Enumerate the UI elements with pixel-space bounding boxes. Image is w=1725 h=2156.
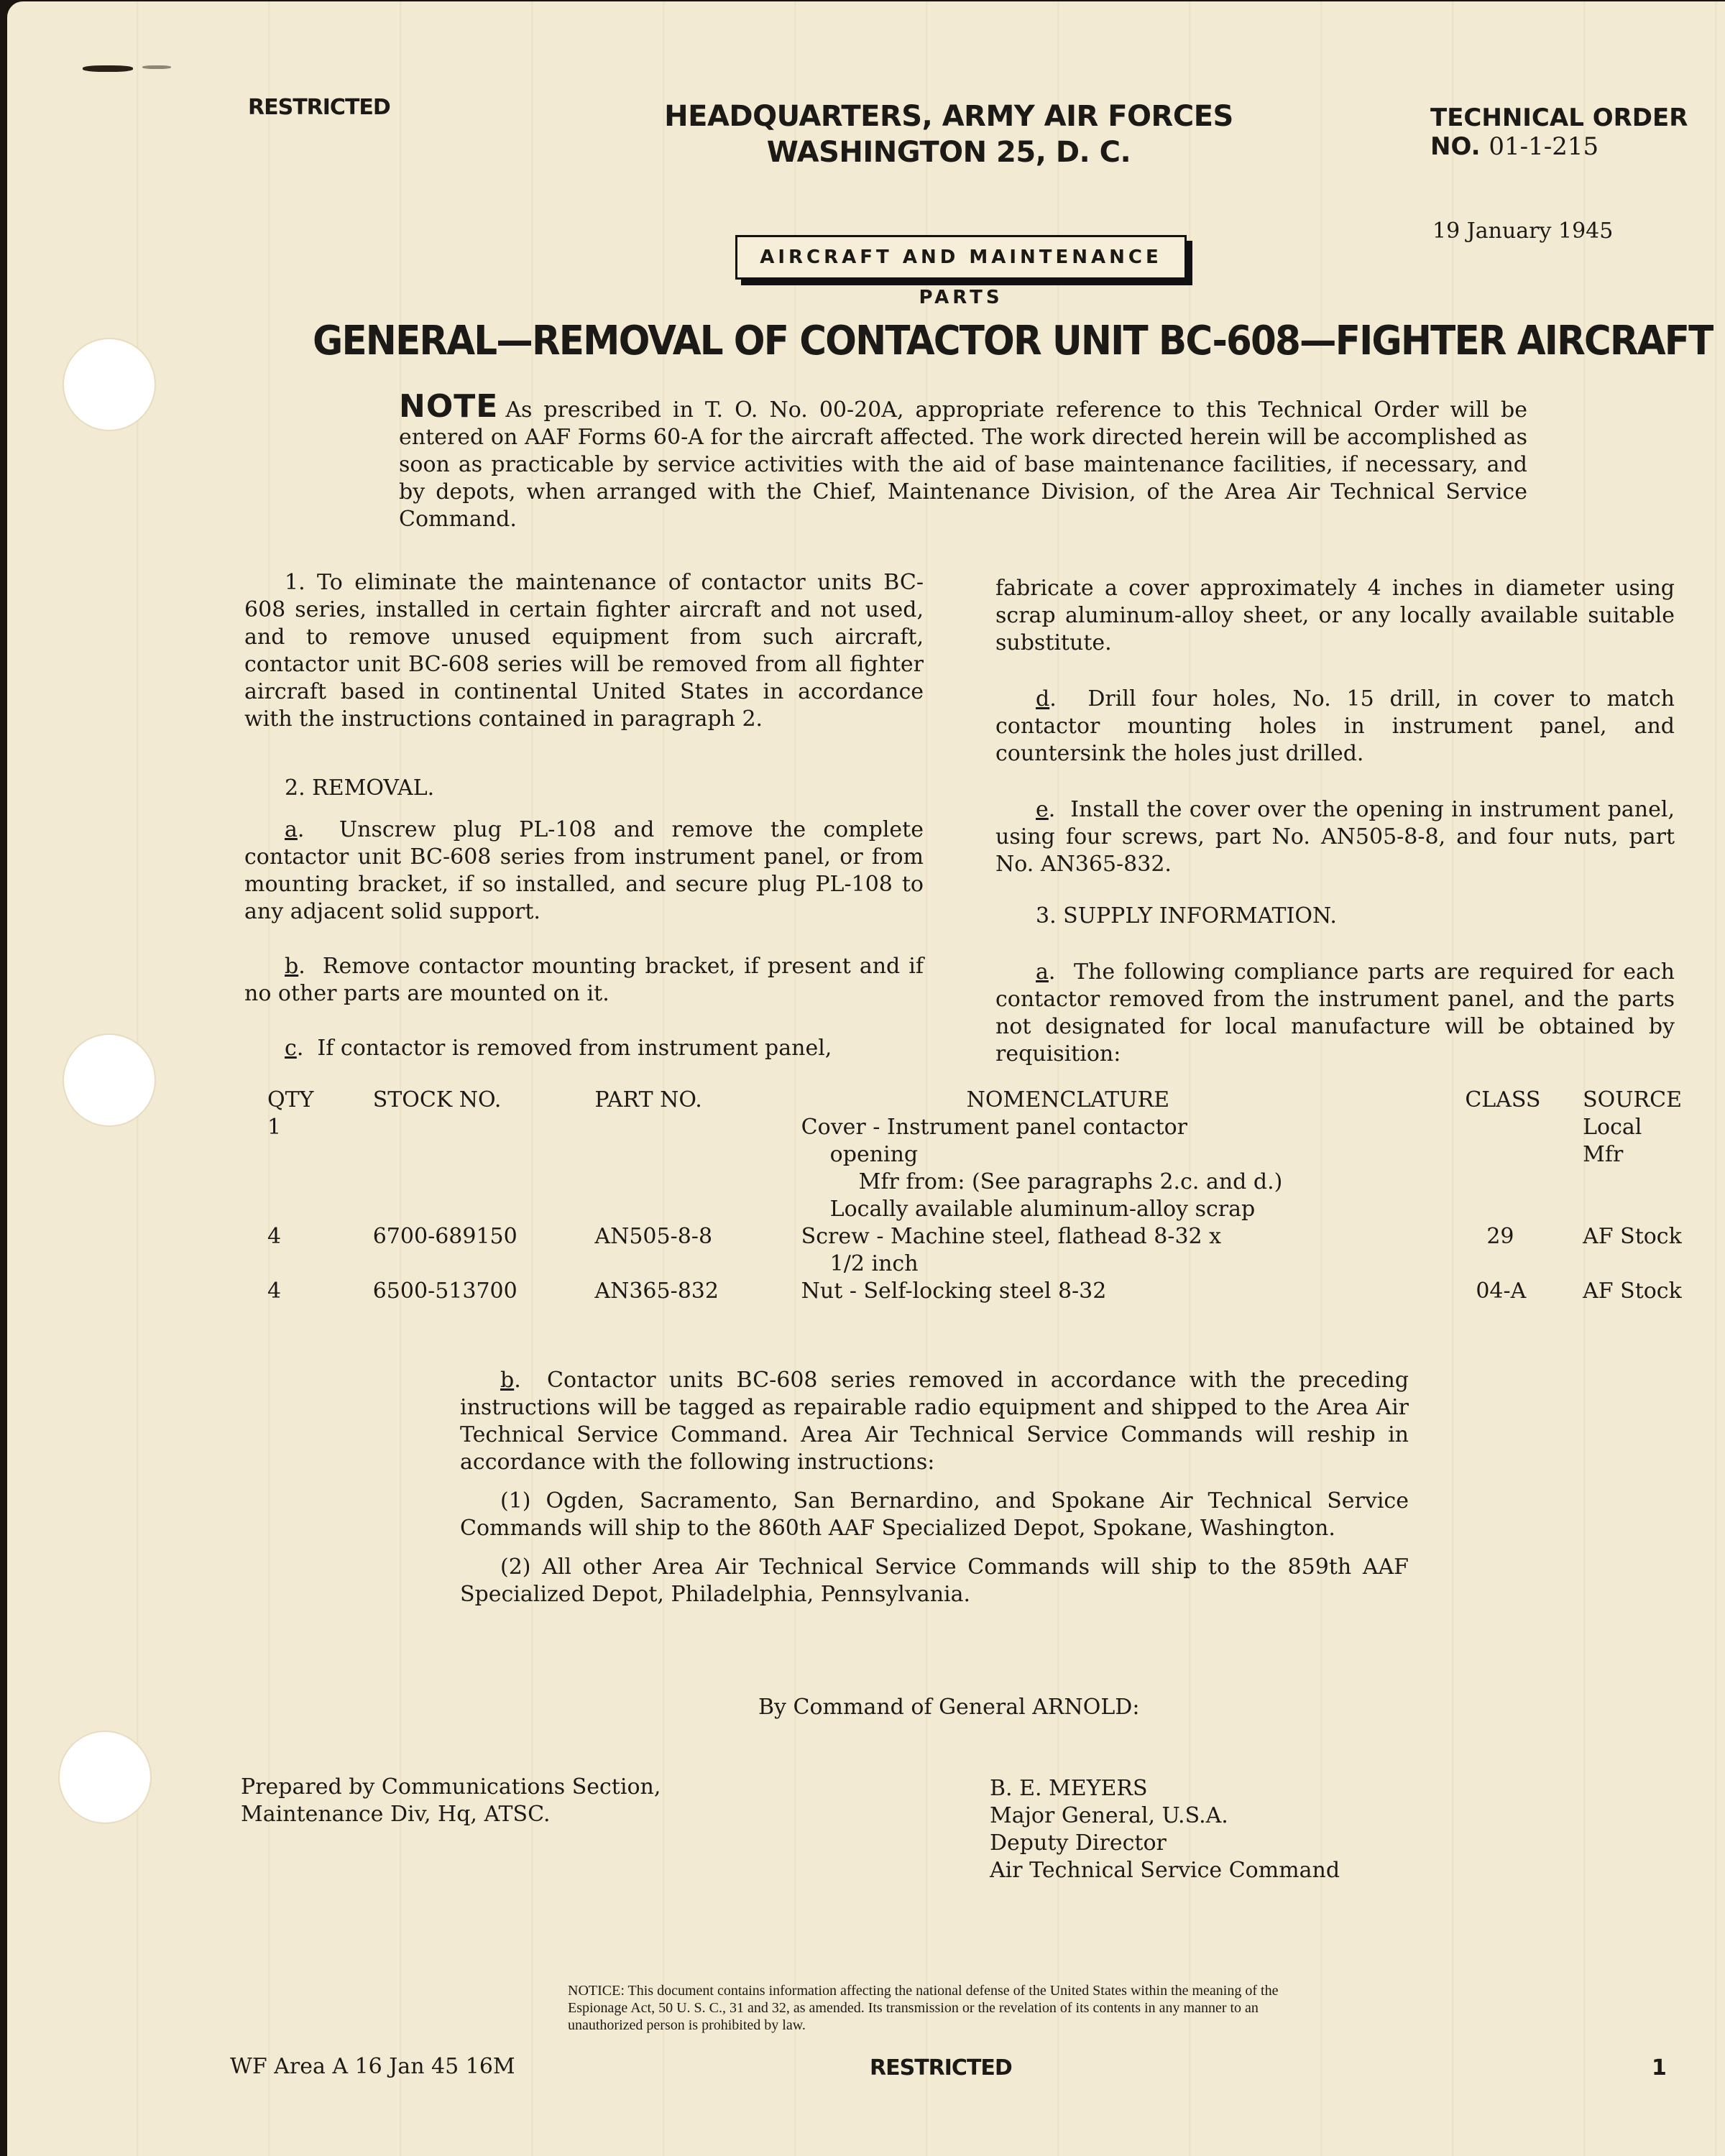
paragraph-2e-text: Install the cover over the opening in instrument panel, using four screws, part No. AN505-8-8, and four nuts, part No. AN365-832. — [995, 797, 1675, 877]
item-letter-d: d — [1036, 686, 1050, 711]
cell-part: AN505-8-8 — [594, 1224, 713, 1249]
paragraph-2a: a. Unscrew plug PL-108 and remove the complete contactor unit BC-608 series from instrument panel, or from mounting bracket, if so installed, and secure plug PL-108 to any adjacent solid support. — [244, 817, 924, 924]
nom-line: 1/2 inch — [829, 1251, 919, 1276]
col-qty: QTY — [267, 1087, 314, 1112]
paragraph-3b: b. Contactor units BC-608 series removed in accordance with the preceding instructions will be tagged as repairable radio equipment and shipped to the Area Air Technical Service Command. Area Air Technical Service Commands will reship in accordance with the following instructions: (1) Ogden, Sacramento, San Bernardino, and Spokane Air Technical Service Commands will ship to the 860th AAF Specialized Depot, Spokane, Washington. (2) All other Area Air Technical Service Commands will ship to the 859th AAF Specialized Depot, Philadelphia, Pennsylvania. — [460, 1368, 1409, 1607]
paragraph-3b-text: Contactor units BC-608 series removed in accordance with the preceding instructions will be tagged as repairable radio equipment and shipped to the Area Air Technical Service Command. Area Air Technical Service Commands will reship in accordance with the following instructions: — [460, 1368, 1409, 1475]
print-code: WF Area A 16 Jan 45 16M — [230, 2054, 515, 2079]
cell-part — [594, 1114, 801, 1223]
item-letter-b: b — [285, 954, 299, 979]
cell-source: AF Stock — [1583, 1279, 1682, 1304]
table-row — [244, 1278, 1682, 1305]
cell-class: 29 — [1486, 1224, 1514, 1249]
paragraph-2c: c. If contactor is removed from instrument panel, — [285, 1036, 832, 1061]
item-letter-3b: b — [500, 1368, 515, 1393]
item-letter-e: e — [1036, 797, 1049, 822]
paragraph-2b: b. Remove contactor mounting bracket, if present and if no other parts are mounted on it. — [244, 954, 924, 1006]
col-nomenclature: NOMENCLATURE — [966, 1087, 1170, 1112]
paragraph-2d-text: Drill four holes, No. 15 drill, in cover to match contactor mounting holes in instrument panel, and countersink the holes just drilled. — [995, 686, 1675, 766]
col-source: SOURCE — [1583, 1087, 1682, 1112]
paragraph-2c-continued-text: fabricate a cover approximately 4 inches in diameter using scrap aluminum-alloy sheet, or any locally available suitable substitute. — [995, 576, 1675, 655]
cell-class: 04-A — [1476, 1279, 1527, 1304]
classification-top: RESTRICTED — [248, 95, 390, 120]
cell-stock — [373, 1114, 595, 1223]
paragraph-2b-text: Remove contactor mounting bracket, if present and if no other parts are mounted on it. — [244, 954, 924, 1006]
nom-line: Cover - Instrument panel contactor — [801, 1115, 1188, 1140]
nom-line: Nut - Self-locking steel 8-32 — [801, 1279, 1107, 1304]
table-row — [244, 1114, 1682, 1223]
table-row — [244, 1223, 1682, 1278]
paragraph-3a-text: The following compliance parts are required for each contactor removed from the instrument panel, and the parts not designated for local manufacture will be obtained by requisition: — [995, 959, 1675, 1067]
signatory-name: B. E. MEYERS — [990, 1776, 1148, 1801]
espionage-notice: NOTICE: This document contains information affecting the national defense of the United States within the meaning of the Espionage Act, 50 U. S. C., 31 and 32, as amended. Its transmission or the revelation of its contents in any manner to an unauthorized person is prohibited by law. — [568, 1983, 1279, 2033]
classification-bottom: RESTRICTED — [870, 2055, 1012, 2081]
signatory-command: Air Technical Service Command — [990, 1858, 1340, 1883]
technical-order-number — [1430, 132, 1688, 161]
cell-source: Local Mfr — [1583, 1115, 1642, 1167]
note-text: As prescribed in T. O. No. 00-20A, appropriate reference to this Technical Order will be entered on AAF Forms 60-A for the aircraft affected. The work directed herein will be accomplished as soon as practicable by service activities with the aid of base maintenance facilities, if necessary, and by depots, when arranged with the Chief, Maintenance Division, of the Area Air Technical Service Command. — [399, 397, 1527, 532]
issuer-line1: HEADQUARTERS, ARMY AIR FORCES — [664, 100, 1233, 133]
issuer-line2: WASHINGTON 25, D. C. — [766, 136, 1131, 169]
shipping-instruction-2: (2) All other Area Air Technical Service Commands will ship to the 859th AAF Specialized Depot, Philadelphia, Pennsylvania. — [460, 1554, 1409, 1607]
punch-hole — [64, 1035, 155, 1125]
paragraph-2a-text: Unscrew plug PL-108 and remove the complete contactor unit BC-608 series from instrument panel, or from mounting bracket, if so installed, and secure plug PL-108 to any adjacent solid support. — [244, 817, 924, 924]
page-number: 1 — [1652, 2055, 1667, 2081]
nom-line: Mfr from: (See paragraphs 2.c. and d.) — [858, 1169, 1283, 1194]
technical-order-block — [1430, 103, 1688, 161]
paragraph-2d: d. Drill four holes, No. 15 drill, in cover to match contactor mounting holes in instrument panel, and countersink the holes just drilled. — [995, 686, 1675, 766]
cell-class — [1465, 1114, 1568, 1223]
paragraph-2c-text: If contactor is removed from instrument panel, — [317, 1036, 832, 1061]
cell-stock: 6500-513700 — [372, 1279, 518, 1304]
item-letter-3a: a — [1036, 959, 1049, 985]
col-part-no: PART NO. — [594, 1087, 702, 1112]
punch-hole — [64, 339, 155, 430]
prepared-by-line: Prepared by Communications Section, — [241, 1774, 661, 1800]
document-title: GENERAL—REMOVAL OF CONTACTOR UNIT BC-608—FIGHTER AIRCRAFT — [313, 318, 1713, 364]
paragraph-1 — [244, 569, 924, 733]
item-letter-a: a — [285, 817, 298, 842]
paragraph-3-heading: 3. SUPPLY INFORMATION. — [1036, 903, 1337, 929]
ink-smudge — [142, 65, 171, 69]
cell-qty: 4 — [267, 1279, 282, 1304]
signature-block — [990, 1775, 1340, 1884]
cell-source: AF Stock — [1583, 1224, 1682, 1249]
paragraph-2c-continued — [995, 575, 1675, 657]
paragraph-1-text: 1. To eliminate the maintenance of contactor units BC-608 series, installed in certain fighter aircraft and not used, and to remove unused equipment from such aircraft, contactor unit BC-608 series will be removed from all fighter aircraft based in continental United States in accordance with the instructions contained in paragraph 2. — [244, 570, 924, 732]
cell-nomenclature — [801, 1278, 1466, 1305]
category-label-box: AIRCRAFT AND MAINTENANCE PARTS — [735, 235, 1187, 280]
note-label: NOTE — [399, 388, 499, 425]
order-no-label: NO. — [1430, 132, 1481, 161]
paragraph-2e: e. Install the cover over the opening in instrument panel, using four screws, part No. AN505-8-8, and four nuts, part No. AN365-832. — [995, 797, 1675, 877]
signatory-title: Deputy Director — [990, 1830, 1167, 1856]
cell-part: AN365-832 — [594, 1279, 719, 1304]
issuer-block — [654, 98, 1243, 170]
prepared-by-block — [241, 1774, 661, 1828]
paragraph-3-heading-wrap — [995, 903, 1675, 930]
paragraph-2-heading-wrap — [244, 775, 924, 802]
punch-hole — [60, 1732, 150, 1823]
ink-smudge — [83, 65, 133, 72]
shipping-instruction-1: (1) Ogden, Sacramento, San Bernardino, and Spokane Air Technical Service Commands will ship to the 860th AAF Specialized Depot, Spokane, Washington. — [460, 1488, 1409, 1541]
nom-line: Locally available aluminum-alloy scrap — [829, 1197, 1256, 1222]
document-page — [7, 1, 1725, 2156]
cell-nomenclature — [801, 1114, 1466, 1223]
cell-nomenclature — [801, 1223, 1466, 1278]
parts-table — [244, 1087, 1682, 1305]
col-class: CLASS — [1465, 1087, 1541, 1112]
nom-line: Screw - Machine steel, flathead 8-32 x — [801, 1224, 1222, 1249]
issue-date: 19 January 1945 — [1432, 218, 1614, 244]
by-command-line: By Command of General ARNOLD: — [758, 1695, 1140, 1720]
col-stock-no: STOCK NO. — [372, 1087, 502, 1112]
paragraph-3a: a. The following compliance parts are required for each contactor removed from the instrument panel, and the parts not designated for local manufacture will be obtained by requisition: — [995, 959, 1675, 1067]
order-no-value: 01-1-215 — [1489, 132, 1599, 161]
technical-order-label: TECHNICAL ORDER — [1430, 103, 1688, 132]
signatory-rank: Major General, U.S.A. — [990, 1803, 1228, 1828]
item-letter-c: c — [285, 1036, 297, 1061]
cell-qty: 1 — [267, 1115, 282, 1140]
prepared-by-line: Maintenance Div, Hq, ATSC. — [241, 1802, 551, 1827]
nom-line: opening — [829, 1142, 919, 1167]
cell-stock: 6700-689150 — [372, 1224, 518, 1249]
paragraph-2-heading: 2. REMOVAL. — [285, 775, 435, 801]
cell-qty: 4 — [267, 1224, 282, 1249]
note-block — [399, 388, 1527, 533]
parts-table-header — [244, 1087, 1682, 1114]
